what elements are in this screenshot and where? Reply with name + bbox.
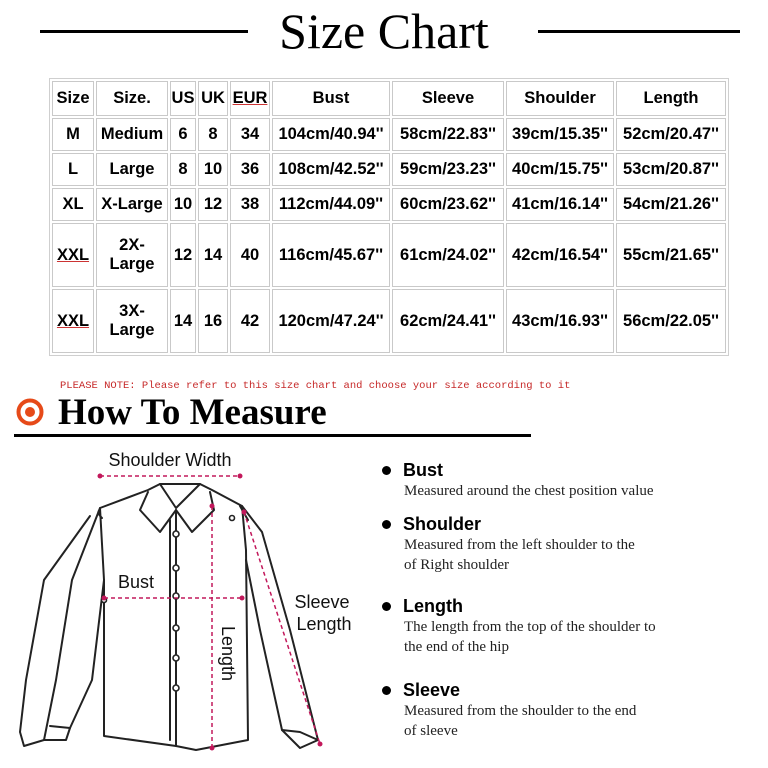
table-row bbox=[52, 188, 726, 221]
table-cell: 112cm/44.09'' bbox=[272, 188, 390, 221]
table-cell: 39cm/15.35'' bbox=[506, 118, 614, 151]
table-cell: 14 bbox=[198, 223, 228, 287]
button-dot bbox=[173, 531, 179, 537]
table-cell: 2X- Large bbox=[96, 223, 168, 287]
table-cell: 43cm/16.93'' bbox=[506, 289, 614, 353]
table-cell: 40 bbox=[230, 223, 270, 287]
header-cell: Bust bbox=[272, 81, 390, 116]
table-cell: 55cm/21.65'' bbox=[616, 223, 726, 287]
table-cell: 58cm/22.83'' bbox=[392, 118, 504, 151]
table-cell: 53cm/20.87'' bbox=[616, 153, 726, 186]
table-cell: Large bbox=[96, 153, 168, 186]
table-cell: 8 bbox=[198, 118, 228, 151]
how-to-measure-title: How To Measure bbox=[58, 392, 327, 433]
table-header-row bbox=[52, 81, 726, 116]
bullet-icon bbox=[382, 520, 391, 529]
table-cell: XL bbox=[52, 188, 94, 221]
measure-item-title: Bust bbox=[403, 460, 443, 480]
button-dot bbox=[173, 655, 179, 661]
table-cell: Medium bbox=[96, 118, 168, 151]
sleeve-length-label: Length bbox=[296, 614, 352, 634]
button-dot bbox=[173, 625, 179, 631]
header-cell: Size bbox=[52, 81, 94, 116]
page-title: Size Chart bbox=[279, 3, 489, 59]
measure-item-bust bbox=[382, 459, 654, 501]
button-dot bbox=[230, 516, 235, 521]
table-cell: XXL bbox=[52, 289, 94, 353]
table-row bbox=[52, 289, 726, 353]
measure-item-shoulder bbox=[382, 513, 635, 575]
table-cell: 41cm/16.14'' bbox=[506, 188, 614, 221]
title-rule-right bbox=[538, 30, 740, 33]
table-cell: 42 bbox=[230, 289, 270, 353]
length-label: Length bbox=[218, 626, 238, 682]
how-to-measure-rule bbox=[14, 434, 531, 437]
table-cell: 40cm/15.75'' bbox=[506, 153, 614, 186]
table-cell: 8 bbox=[170, 153, 196, 186]
table-cell: 3X- Large bbox=[96, 289, 168, 353]
table-cell: 12 bbox=[170, 223, 196, 287]
table-cell: 56cm/22.05'' bbox=[616, 289, 726, 353]
table-cell: 60cm/23.62'' bbox=[392, 188, 504, 221]
table-cell: 62cm/24.41'' bbox=[392, 289, 504, 353]
measure-item-title: Shoulder bbox=[403, 514, 482, 534]
header-cell: Sleeve bbox=[392, 81, 504, 116]
table-cell: 116cm/45.67'' bbox=[272, 223, 390, 287]
please-note: PLEASE NOTE: Please refer to this size chart and choose your size according to it bbox=[60, 380, 571, 392]
table-cell: 10 bbox=[170, 188, 196, 221]
size-table bbox=[49, 78, 729, 356]
bullet-icon bbox=[382, 466, 391, 475]
shirt-diagram bbox=[0, 440, 380, 768]
button-dot bbox=[173, 685, 179, 691]
shirt-buttons bbox=[102, 516, 235, 692]
table-cell: 52cm/20.47'' bbox=[616, 118, 726, 151]
table-cell: 6 bbox=[170, 118, 196, 151]
table-cell: 59cm/23.23'' bbox=[392, 153, 504, 186]
table-row bbox=[52, 153, 726, 186]
measure-item-desc: Measured from the shoulder to the end of sleeve bbox=[404, 703, 637, 739]
table-cell: X-Large bbox=[96, 188, 168, 221]
measure-item-desc: Measured around the chest position value bbox=[404, 483, 654, 499]
table-row bbox=[52, 118, 726, 151]
measure-item-desc: Measured from the left shoulder to the of Right shoulder bbox=[404, 537, 635, 573]
header-cell: US bbox=[170, 81, 196, 116]
table-cell: 54cm/21.26'' bbox=[616, 188, 726, 221]
table-cell: XXL bbox=[52, 223, 94, 287]
table-row bbox=[52, 223, 726, 287]
measure-item-length bbox=[382, 595, 656, 657]
table-cell: 12 bbox=[198, 188, 228, 221]
table-cell: 16 bbox=[198, 289, 228, 353]
button-dot bbox=[173, 565, 179, 571]
header-cell: Size. bbox=[96, 81, 168, 116]
table-cell: 120cm/47.24'' bbox=[272, 289, 390, 353]
header-cell: EUR bbox=[230, 81, 270, 116]
table-cell: 61cm/24.02'' bbox=[392, 223, 504, 287]
measure-item-desc: The length from the top of the shoulder to the end of the hip bbox=[404, 619, 656, 655]
table-cell: 104cm/40.94'' bbox=[272, 118, 390, 151]
target-circle-icon bbox=[16, 398, 44, 426]
shoulder-width-label: Shoulder Width bbox=[108, 450, 232, 470]
bust-label: Bust bbox=[118, 572, 155, 592]
table-cell: 108cm/42.52'' bbox=[272, 153, 390, 186]
table-cell: 14 bbox=[170, 289, 196, 353]
header-cell: Length bbox=[616, 81, 726, 116]
table-cell: 10 bbox=[198, 153, 228, 186]
table-cell: 36 bbox=[230, 153, 270, 186]
bullet-icon bbox=[382, 602, 391, 611]
table-cell: 38 bbox=[230, 188, 270, 221]
table-cell: 42cm/16.54'' bbox=[506, 223, 614, 287]
table-cell: L bbox=[52, 153, 94, 186]
bullet-icon bbox=[382, 686, 391, 695]
shirt-outline bbox=[20, 484, 318, 750]
table-cell: 34 bbox=[230, 118, 270, 151]
table-cell: M bbox=[52, 118, 94, 151]
header-cell: UK bbox=[198, 81, 228, 116]
header-cell: Shoulder bbox=[506, 81, 614, 116]
measure-item-sleeve bbox=[382, 679, 636, 741]
measure-item-title: Length bbox=[403, 596, 463, 616]
sleeve-label: Sleeve bbox=[294, 592, 350, 612]
measure-item-title: Sleeve bbox=[403, 680, 461, 700]
